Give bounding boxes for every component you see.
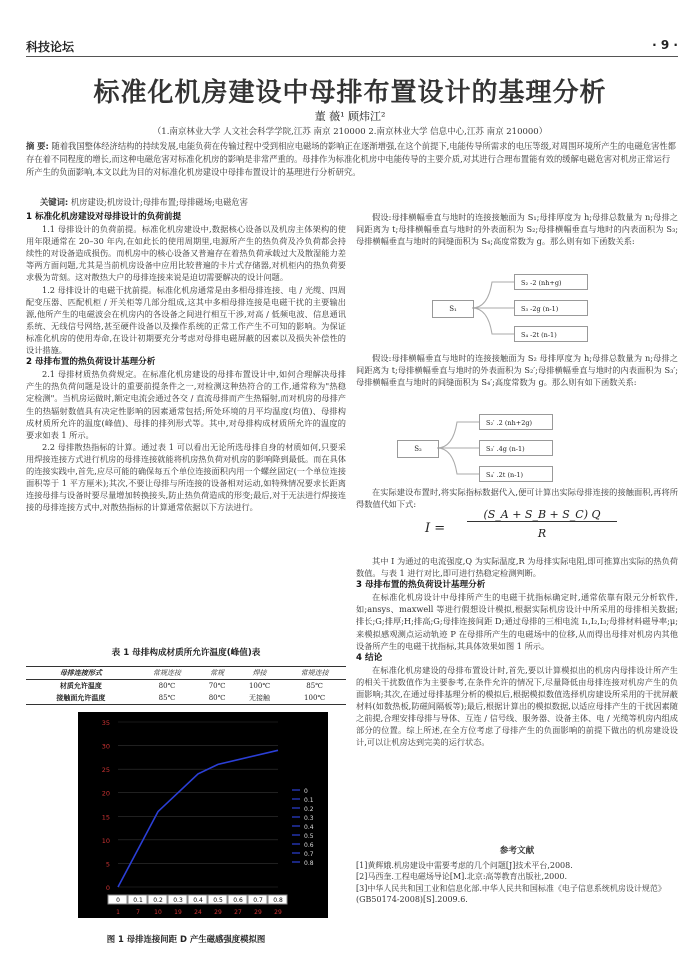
- table-cell: 70℃: [208, 682, 226, 690]
- table-1-caption: 表 1 母排构成材质所允许温度(峰值)表: [111, 648, 261, 658]
- legend-label: 0.4: [304, 824, 314, 831]
- table-header-cell: 常规连接: [283, 667, 346, 680]
- left-column: [26, 211, 346, 513]
- section-4-heading: 4 结论: [356, 652, 383, 663]
- references-title: 参考文献: [499, 846, 535, 856]
- right-column-4: [356, 555, 678, 749]
- page-number: · 9 ·: [652, 38, 678, 52]
- table-cell: 无接触: [236, 692, 283, 705]
- series-line: [118, 750, 278, 887]
- section-1-heading: 1 标准化机房建设对母排设计的负荷前提: [26, 212, 182, 222]
- legend-label: 0.8: [304, 860, 314, 867]
- reference-item: [1]黄辉娥.机房建设中需要考虑的几个问题[J]技术平台,2008.: [356, 860, 573, 870]
- abstract-label: 摘 要:: [26, 141, 49, 151]
- tree-root: S₁: [432, 300, 474, 318]
- x-tick-label: 0.7: [253, 897, 263, 904]
- paragraph: 2.1 母排材质热负荷规定。在标准化机房建设的母排布置设计中,如何合理解决母排产生的热负荷问题是设计的重要前提条件之一,对检测这种热符合的工作,通常称为"热稳定检测"。当机房运做时,额定电流会通过各交 / 直流母排而产生热辐射,而对机房的母排产生的热辐射数值具有决定性影响的因素通常包括;所处环境的月平均温度(均值)、母排构成材质所允许的温度(峰值)、母排的排列形式等。其中,对母排构成材质所允许的温度的要求如表 1 所示。: [26, 369, 346, 440]
- y-tick-label: 35: [101, 719, 110, 727]
- reference-item: [2]马西奎.工程电磁场导论[M].北京:高等教育出版社,2000.: [356, 872, 567, 881]
- table-row: [26, 692, 346, 705]
- paragraph: 假设:母排横幅垂直与地时的连接接触面为 S₂ 母排厚度为 h;母排总数量为 n;母排之间距离为 t;母排横幅垂直与地时的外表面积为 S₂′;母排横幅垂直与地时的内表面积为 S₃′;母排横幅垂直与地时的间缝面积为 S₄′;高度常数为 g。那么则有如下函数关系:: [356, 353, 678, 388]
- formula-numerator: (S_A + S_B + S_C) Q: [467, 508, 617, 522]
- keywords-text: 机房建设;机房设计;母排布置;母排磁场;电磁危害: [70, 197, 248, 207]
- x-tick-label-row2: 1: [116, 909, 120, 916]
- paragraph: 1.2 母排设计的电磁干扰前提。标准化机房通常是由多相母排连接、电 / 光缆、四周配变压器、匹配机柜 / 开关柜等几部分组成,这其中多相母排连接是电磁干扰的主要输出源,他所产生的电磁波会在机房内的各设备之间进行相互干涉,对高 / 低频电波、信息通讯系统、无线信号网络,甚至硬件设备以及操作系统的正常工作产生不可知的影响。为保证标准化机房的使用寿命,在设计初期要充分考虑对母排电磁屏蔽的因素以及损失补偿性的设计措施。: [26, 284, 346, 356]
- y-tick-label: 25: [101, 766, 110, 775]
- legend-label: 0.2: [304, 806, 314, 813]
- table-cell: 接触面允许温度: [26, 692, 136, 705]
- x-tick-label-row2: 29: [254, 909, 262, 916]
- chart-svg: [78, 712, 328, 918]
- keywords: [40, 196, 248, 208]
- x-tick-label: 0.1: [133, 897, 143, 904]
- table-header-cell: 常规: [198, 667, 235, 680]
- table-header-cell: 焊接: [236, 667, 283, 680]
- tree-node: S₃ -2g (n-1): [514, 300, 588, 316]
- keywords-label: 关键词:: [40, 197, 69, 207]
- y-tick-label: 0: [105, 884, 110, 892]
- tree-node: S₂ -2 (nh+g): [514, 274, 588, 290]
- x-tick-label-row2: 7: [136, 909, 140, 916]
- legend-label: 0: [304, 788, 308, 795]
- x-tick-label: 0.5: [213, 897, 223, 904]
- article-title: 标准化机房建设中母排布置设计的基理分析: [93, 78, 607, 108]
- paragraph: 假设:母排横幅垂直与地时的连接接触面为 S₁;母排厚度为 h;母排总数量为 n;母排之间距离为 t;母排横幅垂直与地时的外表面积为 S₂;母排横幅垂直与地时的内表面积为 S₃;母排横幅垂直与地时的间缝面积为 S₄;高度常数为 g。那么则有如下函数关系:: [356, 212, 678, 247]
- tree-root: S₂: [397, 440, 439, 458]
- authors: 董 薇¹ 顾炜江²: [314, 110, 386, 123]
- table-cell: 80℃: [198, 692, 235, 705]
- function-tree-1: [430, 270, 600, 346]
- table-header-row: [26, 667, 346, 680]
- table-cell: 80℃: [158, 682, 176, 690]
- table-header-cell: 常规连接: [136, 667, 199, 680]
- references: [356, 846, 678, 906]
- tree-node: S₄ -2t (n-1): [514, 326, 588, 342]
- paragraph: 1.1 母排设计的负荷前提。标准化机房建设中,数据核心设备以及机房主体架构的使用年限通常在 20–30 年内,在如此长的使用周期里,电源所产生的热负荷及冷负荷都会持续性的对设备造成损伤。而机房中的核心设备又普遍存在着热负荷承载过大及散湿能力差等两方面问题,尤其是当前机房设备中应用比较普遍的卡片式存储器,对机柜内的热负荷要求极为苛刻。这对散热大户的母排连接来说是迫切需要解决的设计问题。: [26, 224, 346, 283]
- tree-node: S₂′ .2 (nh+2g): [479, 414, 553, 430]
- abstract: [26, 140, 678, 179]
- x-tick-label-row2: 27: [234, 909, 242, 916]
- function-tree-2: [395, 410, 565, 486]
- right-column-2: [356, 352, 678, 388]
- legend-label: 0.5: [304, 833, 314, 840]
- table-header-cell: 母排连接形式: [26, 667, 136, 680]
- x-tick-label: 0.4: [193, 897, 203, 904]
- legend-label: 0.6: [304, 842, 314, 849]
- table-cell: 100℃: [248, 682, 271, 690]
- paragraph: 在实际建设布置时,将实际指标数据代入,便可计算出实际母排连接的接触面积,再将所得数值代如下式:: [356, 487, 678, 510]
- table-cell: 85℃: [306, 682, 324, 690]
- x-tick-label: 0.2: [153, 897, 163, 904]
- abstract-text: 随着我国整体经济结构的持续发展,电能负荷在传输过程中受到相应电磁场的影响正在逐渐增强,在这个前提下,电能传导所需求的电压等级,对周围环境所产生的电磁危害性都存在着不同程度的增长,而这种电磁危害对标准化机房的影响是非常严重的。母排作为标准化机房中电能传导的主要介质,对其进行合理布置能有效的缓解电磁危害对机房正常运行所产生的负面影响,本文以此为目的对标准化机房建设中母排布置设计的基理进行分析研究。: [26, 141, 676, 177]
- formula-denominator: R: [537, 527, 547, 540]
- figure-1-caption: 图 1 母排连接间距 D 产生磁感强度模拟图: [106, 934, 266, 944]
- table-row: [26, 680, 346, 693]
- x-tick-label-row2: 29: [274, 909, 282, 916]
- current-formula: [425, 508, 625, 550]
- y-tick-label: 10: [101, 836, 110, 845]
- x-tick-label-row2: 19: [174, 909, 182, 916]
- y-tick-label: 5: [105, 860, 110, 869]
- paragraph: 在标准化机房建设的母排布置设计时,首先,要以计算模拟出的机房内母排设计所产生的相关干扰数值作为主要参考,在条件允许的情况下,尽量降低由母排连接对机房产生的负面影响;其次,在通过母排基理分析的模拟后,根据模拟数值选择机房建设所采用的干扰屏蔽材料(如数热板,防磁间隔板等);最后,根据计算出的模拟数据,以适应母排产生的干扰因素随之前提,合理安排母排与导体、互连 / 信号线、服务器、设备主体、电 / 光缆等机房内组成部分的位置。综上所述,在全方位考虑了母排产生的负面影响的前提下做出的机房建设设计,可以让机房达到完美的运行状态。: [356, 664, 678, 748]
- section-2-heading: 2 母排布置的热负荷设计基理分析: [26, 357, 156, 368]
- formula-lhs: I =: [425, 521, 446, 536]
- y-tick-label: 30: [101, 742, 110, 751]
- legend-label: 0.3: [304, 815, 314, 822]
- running-header: [26, 36, 678, 57]
- x-tick-label: 0.8: [273, 897, 283, 904]
- table-1: [26, 666, 346, 705]
- y-tick-label: 20: [101, 789, 110, 798]
- x-tick-label: 0.6: [233, 897, 243, 904]
- legend-label: 0.7: [304, 851, 314, 858]
- paragraph: 2.2 母排散热指标的计算。通过表 1 可以看出无论所选母排自身的材质如何,只要采用焊接连接方式进行机房的母排连接就能将机房热负荷对机房的影响降到最低。而在具体的连接实践中,首先,应尽可能的确保每五个单位连接面积内用一个螺丝固定(一个单位连接面积等于 1 平方厘米);其次,不要让母排与所连接的设备相对运动,如特殊情况要求长距离连接母排与设备时要尽量增加转换接头,防止热负荷造成的形变;最后,对于无法进行焊接连接的母排连接方式中,对散热指标的计算通常依据以下方法进行。: [26, 441, 346, 513]
- table-cell: 85℃: [136, 692, 199, 705]
- tree-node: S₃′ .4g (n-1): [479, 440, 553, 456]
- journal-name: 科技论坛: [26, 40, 75, 54]
- affiliation: （1.南京林业大学 人文社会科学学院,江苏 南京 210000 2.南京林业大学 信息中心,江苏 南京 210000）: [152, 127, 548, 137]
- tree-node: S₄′ .2t (n-1): [479, 466, 553, 482]
- legend-label: 0.1: [304, 797, 314, 804]
- table-cell: 材质允许温度: [59, 682, 102, 690]
- paragraph: 在标准化机房设计中母排所产生的电磁干扰指标确定时,通常依靠有限元分析软件,如;ansys、maxwell 等进行假想设计模拟,根据实际机房设计中所采用的母排相关数据;排长;G;排厚;H;排高;G;母排连接间距 D;通过母排的三相电流 I₁,I₂,I₃;母排材料磁导率;μ;来模拟感观测点运动轨迹 P 在母排所产生的电磁场中的位移,从而得出母排对机房内其他设备所产生的电磁干扰指标,其具体效果如图 1 所示。: [356, 592, 678, 651]
- x-tick-label-row2: 10: [154, 909, 162, 916]
- paragraph: 其中 I 为通过的电流强度,Q 为实际温度,R 为母排实际电阻,即可推算出实际的热负荷数值。与表 1 进行对比,即可进行热稳定检测判断。: [356, 556, 678, 579]
- right-column-3: [356, 486, 678, 510]
- figure-1-chart: [78, 712, 328, 918]
- x-tick-label-row2: 29: [214, 909, 222, 916]
- x-tick-label: 0: [116, 897, 120, 904]
- x-tick-label-row2: 24: [194, 909, 202, 916]
- section-3-heading: 3 母排布置的热负荷设计基理分析: [356, 580, 486, 591]
- y-tick-label: 15: [101, 813, 110, 822]
- reference-item: [3]中华人民共和国工业和信息化部.中华人民共和国标准《电子信息系统机房设计规范》(GB50174-2008)[S].2009.6.: [356, 883, 666, 904]
- right-column: [356, 211, 678, 247]
- table-cell: 100℃: [283, 692, 346, 705]
- x-tick-label: 0.3: [173, 897, 183, 904]
